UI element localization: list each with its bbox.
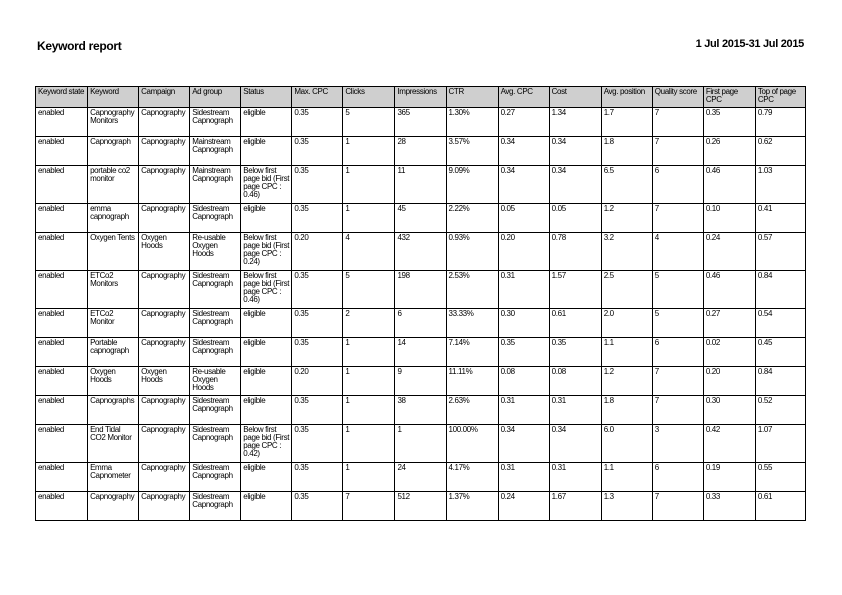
cell-impressions: 365	[395, 108, 446, 137]
cell-impressions: 28	[395, 137, 446, 166]
cell-avg-position: 2.0	[601, 309, 652, 338]
column-header-status: Status	[241, 87, 292, 108]
cell-keyword-state: enabled	[36, 425, 88, 463]
cell-cost: 0.78	[549, 233, 601, 271]
cell-ctr: 11.11%	[446, 367, 498, 396]
column-header-first-page-cpc: First page CPC	[703, 87, 755, 108]
cell-clicks: 5	[343, 108, 395, 137]
cell-clicks: 1	[343, 338, 395, 367]
cell-keyword-state: enabled	[36, 309, 88, 338]
cell-avg-position: 1.8	[601, 137, 652, 166]
cell-clicks: 1	[343, 367, 395, 396]
table-row	[36, 463, 806, 492]
cell-impressions: 9	[395, 367, 446, 396]
cell-campaign: Capnography	[139, 204, 190, 233]
cell-avg-position: 1.2	[601, 204, 652, 233]
cell-keyword-state: enabled	[36, 492, 88, 521]
cell-max-cpc: 0.35	[292, 425, 343, 463]
cell-top-of-page-cpc: 0.62	[755, 137, 805, 166]
cell-ctr: 1.37%	[446, 492, 498, 521]
cell-first-page-cpc: 0.42	[703, 425, 755, 463]
cell-ctr: 2.63%	[446, 396, 498, 425]
cell-clicks: 4	[343, 233, 395, 271]
cell-avg-position: 6.5	[601, 166, 652, 204]
cell-first-page-cpc: 0.35	[703, 108, 755, 137]
cell-clicks: 1	[343, 396, 395, 425]
cell-quality-score: 3	[652, 425, 703, 463]
cell-status: eligible	[241, 463, 292, 492]
cell-ad-group: Sidestream Capnograph	[190, 204, 241, 233]
cell-impressions: 38	[395, 396, 446, 425]
cell-avg-cpc: 0.08	[498, 367, 549, 396]
cell-avg-position: 1.1	[601, 338, 652, 367]
cell-ctr: 2.53%	[446, 271, 498, 309]
cell-max-cpc: 0.35	[292, 108, 343, 137]
cell-first-page-cpc: 0.20	[703, 367, 755, 396]
table-row	[36, 309, 806, 338]
table-row	[36, 204, 806, 233]
cell-top-of-page-cpc: 0.84	[755, 367, 805, 396]
cell-clicks: 7	[343, 492, 395, 521]
column-header-impressions: Impressions	[395, 87, 446, 108]
date-range: 1 Jul 2015-31 Jul 2015	[695, 38, 804, 50]
cell-clicks: 1	[343, 425, 395, 463]
cell-ctr: 3.57%	[446, 137, 498, 166]
cell-keyword: ETCo2 Monitors	[88, 271, 139, 309]
table-header-row	[36, 87, 806, 108]
cell-cost: 0.31	[549, 463, 601, 492]
cell-quality-score: 7	[652, 367, 703, 396]
cell-ad-group: Re-usable Oxygen Hoods	[190, 367, 241, 396]
cell-top-of-page-cpc: 1.07	[755, 425, 805, 463]
cell-ctr: 33.33%	[446, 309, 498, 338]
cell-clicks: 1	[343, 137, 395, 166]
cell-avg-position: 1.7	[601, 108, 652, 137]
cell-clicks: 1	[343, 463, 395, 492]
cell-cost: 0.31	[549, 396, 601, 425]
cell-ad-group: Mainstream Capnograph	[190, 137, 241, 166]
cell-first-page-cpc: 0.27	[703, 309, 755, 338]
cell-first-page-cpc: 0.33	[703, 492, 755, 521]
cell-quality-score: 7	[652, 492, 703, 521]
cell-status: eligible	[241, 108, 292, 137]
page-title: Keyword report	[37, 39, 122, 53]
cell-ad-group: Sidestream Capnograph	[190, 463, 241, 492]
cell-keyword: Capnography	[88, 492, 139, 521]
cell-top-of-page-cpc: 0.84	[755, 271, 805, 309]
column-header-cost: Cost	[549, 87, 601, 108]
cell-first-page-cpc: 0.30	[703, 396, 755, 425]
cell-ad-group: Sidestream Capnograph	[190, 309, 241, 338]
cell-avg-position: 3.2	[601, 233, 652, 271]
cell-campaign: Capnography	[139, 338, 190, 367]
cell-status: Below first page bid (First page CPC : 0.46)	[241, 166, 292, 204]
table-row	[36, 492, 806, 521]
cell-status: eligible	[241, 492, 292, 521]
cell-quality-score: 7	[652, 396, 703, 425]
cell-campaign: Capnography	[139, 108, 190, 137]
column-header-clicks: Clicks	[343, 87, 395, 108]
table-row	[36, 271, 806, 309]
cell-ad-group: Sidestream Capnograph	[190, 396, 241, 425]
cell-first-page-cpc: 0.19	[703, 463, 755, 492]
cell-keyword: Capnograph	[88, 137, 139, 166]
column-header-ctr: CTR	[446, 87, 498, 108]
cell-cost: 0.05	[549, 204, 601, 233]
cell-quality-score: 5	[652, 309, 703, 338]
cell-first-page-cpc: 0.46	[703, 166, 755, 204]
cell-avg-cpc: 0.34	[498, 166, 549, 204]
cell-status: Below first page bid (First page CPC : 0.42)	[241, 425, 292, 463]
cell-keyword-state: enabled	[36, 338, 88, 367]
cell-impressions: 45	[395, 204, 446, 233]
cell-status: eligible	[241, 396, 292, 425]
cell-cost: 0.34	[549, 137, 601, 166]
cell-avg-position: 6.0	[601, 425, 652, 463]
cell-campaign: Oxygen Hoods	[139, 233, 190, 271]
table-row	[36, 166, 806, 204]
cell-ctr: 9.09%	[446, 166, 498, 204]
cell-ctr: 7.14%	[446, 338, 498, 367]
cell-max-cpc: 0.35	[292, 166, 343, 204]
cell-quality-score: 7	[652, 137, 703, 166]
cell-keyword: ETCo2 Monitor	[88, 309, 139, 338]
cell-keyword-state: enabled	[36, 271, 88, 309]
cell-max-cpc: 0.35	[292, 396, 343, 425]
cell-clicks: 1	[343, 166, 395, 204]
cell-avg-position: 1.8	[601, 396, 652, 425]
cell-impressions: 512	[395, 492, 446, 521]
cell-first-page-cpc: 0.46	[703, 271, 755, 309]
cell-ad-group: Sidestream Capnograph	[190, 338, 241, 367]
column-header-keyword: Keyword	[88, 87, 139, 108]
cell-keyword-state: enabled	[36, 463, 88, 492]
cell-max-cpc: 0.35	[292, 338, 343, 367]
cell-ctr: 4.17%	[446, 463, 498, 492]
cell-campaign: Capnography	[139, 166, 190, 204]
cell-top-of-page-cpc: 0.41	[755, 204, 805, 233]
cell-avg-position: 2.5	[601, 271, 652, 309]
cell-campaign: Capnography	[139, 271, 190, 309]
cell-keyword: Portable capnograph	[88, 338, 139, 367]
table-row	[36, 137, 806, 166]
cell-status: Below first page bid (First page CPC : 0.46)	[241, 271, 292, 309]
cell-quality-score: 7	[652, 108, 703, 137]
cell-max-cpc: 0.35	[292, 137, 343, 166]
cell-avg-cpc: 0.05	[498, 204, 549, 233]
cell-quality-score: 5	[652, 271, 703, 309]
keyword-report-table	[35, 86, 806, 521]
cell-keyword: emma capnograph	[88, 204, 139, 233]
cell-ad-group: Re-usable Oxygen Hoods	[190, 233, 241, 271]
cell-keyword: Oxygen Tents	[88, 233, 139, 271]
cell-top-of-page-cpc: 1.03	[755, 166, 805, 204]
column-header-top-of-page-cpc: Top of page CPC	[755, 87, 805, 108]
column-header-ad-group: Ad group	[190, 87, 241, 108]
cell-campaign: Capnography	[139, 492, 190, 521]
cell-first-page-cpc: 0.24	[703, 233, 755, 271]
cell-status: eligible	[241, 137, 292, 166]
table-row	[36, 367, 806, 396]
cell-keyword-state: enabled	[36, 108, 88, 137]
cell-impressions: 11	[395, 166, 446, 204]
cell-ad-group: Mainstream Capnograph	[190, 166, 241, 204]
cell-clicks: 5	[343, 271, 395, 309]
cell-avg-cpc: 0.34	[498, 425, 549, 463]
cell-max-cpc: 0.20	[292, 233, 343, 271]
cell-status: eligible	[241, 204, 292, 233]
cell-status: eligible	[241, 367, 292, 396]
cell-quality-score: 6	[652, 463, 703, 492]
cell-status: eligible	[241, 309, 292, 338]
cell-avg-cpc: 0.20	[498, 233, 549, 271]
cell-max-cpc: 0.35	[292, 309, 343, 338]
cell-clicks: 2	[343, 309, 395, 338]
cell-avg-cpc: 0.30	[498, 309, 549, 338]
cell-keyword-state: enabled	[36, 367, 88, 396]
column-header-campaign: Campaign	[139, 87, 190, 108]
cell-quality-score: 7	[652, 204, 703, 233]
cell-top-of-page-cpc: 0.79	[755, 108, 805, 137]
cell-avg-position: 1.3	[601, 492, 652, 521]
column-header-keyword-state: Keyword state	[36, 87, 88, 108]
column-header-avg-cpc: Avg. CPC	[498, 87, 549, 108]
column-header-quality-score: Quality score	[652, 87, 703, 108]
cell-top-of-page-cpc: 0.61	[755, 492, 805, 521]
cell-campaign: Capnography	[139, 309, 190, 338]
table-row	[36, 108, 806, 137]
cell-quality-score: 6	[652, 338, 703, 367]
cell-keyword-state: enabled	[36, 204, 88, 233]
cell-top-of-page-cpc: 0.45	[755, 338, 805, 367]
cell-cost: 1.57	[549, 271, 601, 309]
cell-cost: 1.67	[549, 492, 601, 521]
cell-impressions: 432	[395, 233, 446, 271]
cell-cost: 0.34	[549, 425, 601, 463]
cell-ad-group: Sidestream Capnograph	[190, 271, 241, 309]
cell-first-page-cpc: 0.26	[703, 137, 755, 166]
cell-keyword: Oxygen Hoods	[88, 367, 139, 396]
cell-ad-group: Sidestream Capnograph	[190, 425, 241, 463]
cell-impressions: 1	[395, 425, 446, 463]
cell-keyword: Emma Capnometer	[88, 463, 139, 492]
cell-avg-position: 1.1	[601, 463, 652, 492]
cell-keyword-state: enabled	[36, 137, 88, 166]
cell-top-of-page-cpc: 0.54	[755, 309, 805, 338]
cell-ctr: 100.00%	[446, 425, 498, 463]
table-row	[36, 425, 806, 463]
cell-keyword: End Tidal CO2 Monitor	[88, 425, 139, 463]
cell-keyword-state: enabled	[36, 166, 88, 204]
cell-cost: 0.08	[549, 367, 601, 396]
cell-first-page-cpc: 0.10	[703, 204, 755, 233]
column-header-max-cpc: Max. CPC	[292, 87, 343, 108]
cell-keyword-state: enabled	[36, 396, 88, 425]
cell-status: Below first page bid (First page CPC : 0.24)	[241, 233, 292, 271]
cell-impressions: 24	[395, 463, 446, 492]
cell-max-cpc: 0.20	[292, 367, 343, 396]
cell-cost: 0.35	[549, 338, 601, 367]
cell-ad-group: Sidestream Capnograph	[190, 492, 241, 521]
cell-keyword: Capnography Monitors	[88, 108, 139, 137]
column-header-avg-position: Avg. position	[601, 87, 652, 108]
cell-quality-score: 4	[652, 233, 703, 271]
cell-quality-score: 6	[652, 166, 703, 204]
cell-avg-cpc: 0.27	[498, 108, 549, 137]
cell-avg-position: 1.2	[601, 367, 652, 396]
cell-avg-cpc: 0.31	[498, 463, 549, 492]
cell-top-of-page-cpc: 0.52	[755, 396, 805, 425]
cell-max-cpc: 0.35	[292, 204, 343, 233]
cell-avg-cpc: 0.31	[498, 396, 549, 425]
cell-campaign: Capnography	[139, 137, 190, 166]
cell-top-of-page-cpc: 0.57	[755, 233, 805, 271]
cell-max-cpc: 0.35	[292, 463, 343, 492]
cell-keyword: portable co2 monitor	[88, 166, 139, 204]
cell-avg-cpc: 0.31	[498, 271, 549, 309]
cell-first-page-cpc: 0.02	[703, 338, 755, 367]
cell-ctr: 2.22%	[446, 204, 498, 233]
table-row	[36, 396, 806, 425]
cell-keyword-state: enabled	[36, 233, 88, 271]
cell-campaign: Capnography	[139, 463, 190, 492]
table-row	[36, 338, 806, 367]
cell-status: eligible	[241, 338, 292, 367]
cell-campaign: Capnography	[139, 425, 190, 463]
cell-max-cpc: 0.35	[292, 271, 343, 309]
cell-avg-cpc: 0.24	[498, 492, 549, 521]
cell-ctr: 1.30%	[446, 108, 498, 137]
cell-cost: 0.34	[549, 166, 601, 204]
cell-keyword: Capnographs	[88, 396, 139, 425]
cell-clicks: 1	[343, 204, 395, 233]
cell-impressions: 6	[395, 309, 446, 338]
cell-impressions: 14	[395, 338, 446, 367]
cell-campaign: Capnography	[139, 396, 190, 425]
cell-cost: 0.61	[549, 309, 601, 338]
cell-ad-group: Sidestream Capnograph	[190, 108, 241, 137]
cell-avg-cpc: 0.34	[498, 137, 549, 166]
table-row	[36, 233, 806, 271]
cell-top-of-page-cpc: 0.55	[755, 463, 805, 492]
cell-max-cpc: 0.35	[292, 492, 343, 521]
cell-avg-cpc: 0.35	[498, 338, 549, 367]
table-body	[36, 108, 806, 521]
cell-ctr: 0.93%	[446, 233, 498, 271]
cell-campaign: Oxygen Hoods	[139, 367, 190, 396]
cell-impressions: 198	[395, 271, 446, 309]
cell-cost: 1.34	[549, 108, 601, 137]
